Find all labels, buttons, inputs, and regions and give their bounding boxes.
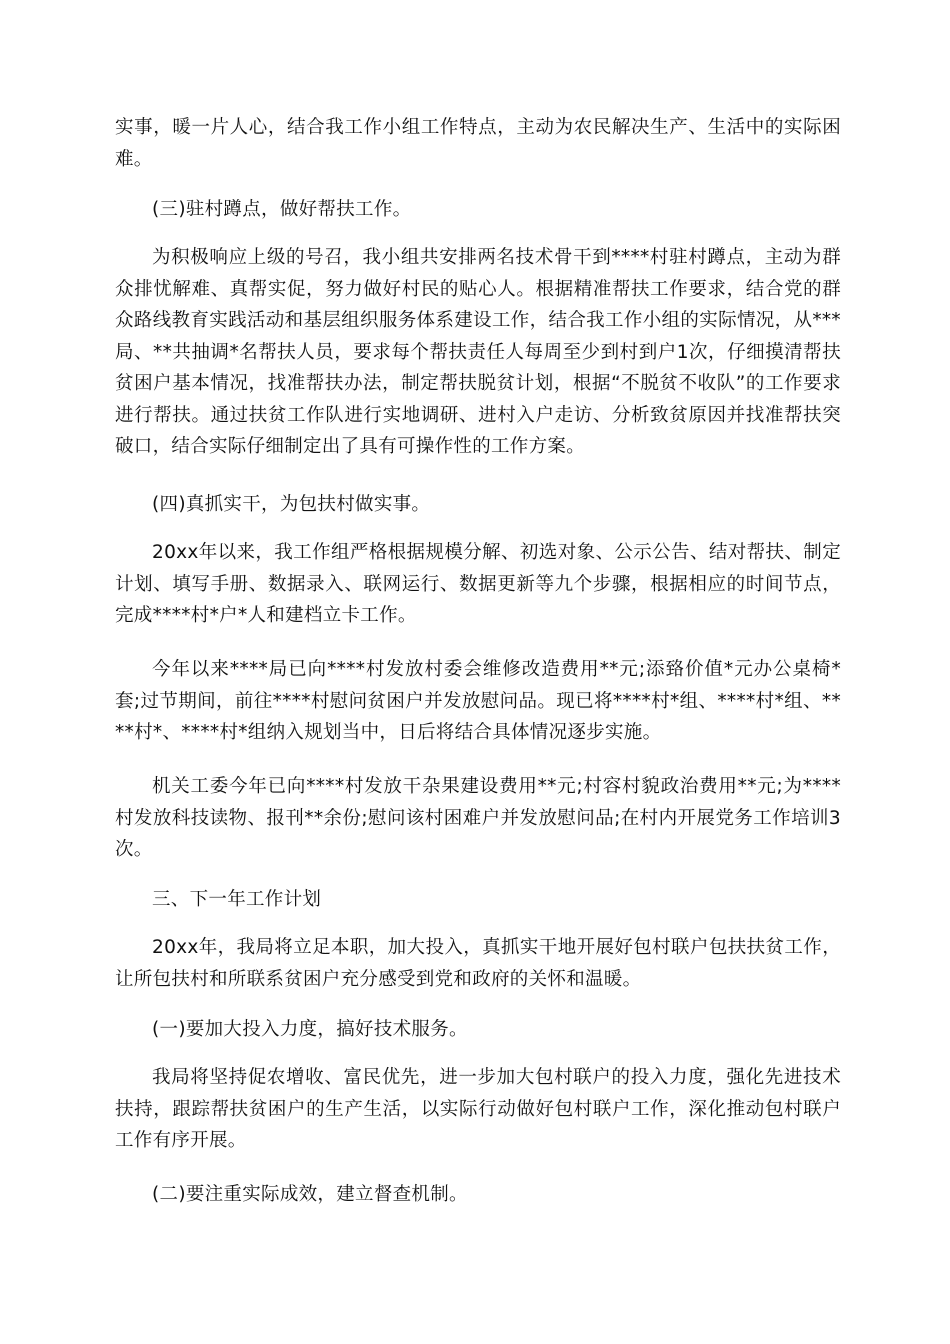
paragraph-continuation: 实事，暖一片人心，结合我工作小组工作特点，主动为农民解决生产、生活中的实际困难。 xyxy=(115,117,841,170)
section-heading-4: (四)真抓实干，为包扶村做实事。 xyxy=(152,494,431,515)
paragraph-body: 20xx年以来，我工作组严格根据规模分解、初选对象、公示公告、结对帮扶、制定计划、填写手册、数据录入、联网运行、数据更新等九个步骤，根据相应的时间节点，完成****村*户*人和建档立卡工作。 xyxy=(115,542,841,626)
section-heading-2: (二)要注重实际成效，建立督查机制。 xyxy=(152,1184,468,1205)
section-heading-3: (三)驻村蹲点，做好帮扶工作。 xyxy=(152,199,412,220)
paragraph-body: 我局将坚持促农增收、富民优先，进一步加大包村联户的投入力度，强化先进技术扶持，跟踪帮扶贫困户的生产生活，以实际行动做好包村联户工作，深化推动包村联户工作有序开展。 xyxy=(115,1067,841,1151)
paragraph-body: 20xx年，我局将立足本职，加大投入，真抓实干地开展好包村联户包扶扶贫工作，让所包扶村和所联系贫困户充分感受到党和政府的关怀和温暖。 xyxy=(115,937,841,990)
section-heading-plan: 三、下一年工作计划 xyxy=(152,889,322,910)
paragraph-body: 机关工委今年已向****村发放干杂果建设费用**元;村容村貌政治费用**元;为****村发放科技读物、报刊**余份;慰问该村困难户并发放慰问品;在村内开展党务工作培训3次。 xyxy=(115,776,841,860)
section-heading-1: (一)要加大投入力度，搞好技术服务。 xyxy=(152,1019,468,1040)
paragraph-body: 今年以来****局已向****村发放村委会维修改造费用**元;添臵价值*元办公桌椅*套;过节期间，前往****村慰问贫困户并发放慰问品。现已将****村*组、****村*组、****村*、****村*组纳入规划当中，日后将结合具体情况逐步实施。 xyxy=(115,659,841,743)
paragraph-body: 为积极响应上级的号召，我小组共安排两名技术骨干到****村驻村蹲点，主动为群众排忧解难、真帮实促，努力做好村民的贴心人。根据精准帮扶工作要求，结合党的群众路线教育实践活动和基层组织服务体系建设工作，结合我工作小组的实际情况，从***局、**共抽调*名帮扶人员，要求每个帮扶责任人每周至少到村到户1次，仔细摸清帮扶贫困户基本情况，找准帮扶办法，制定帮扶脱贫计划，根据“不脱贫不收队”的工作要求进行帮扶。通过扶贫工作队进行实地调研、进村入户走访、分析致贫原因并找准帮扶突破口，结合实际仔细制定出了具有可操作性的工作方案。 xyxy=(115,247,841,457)
